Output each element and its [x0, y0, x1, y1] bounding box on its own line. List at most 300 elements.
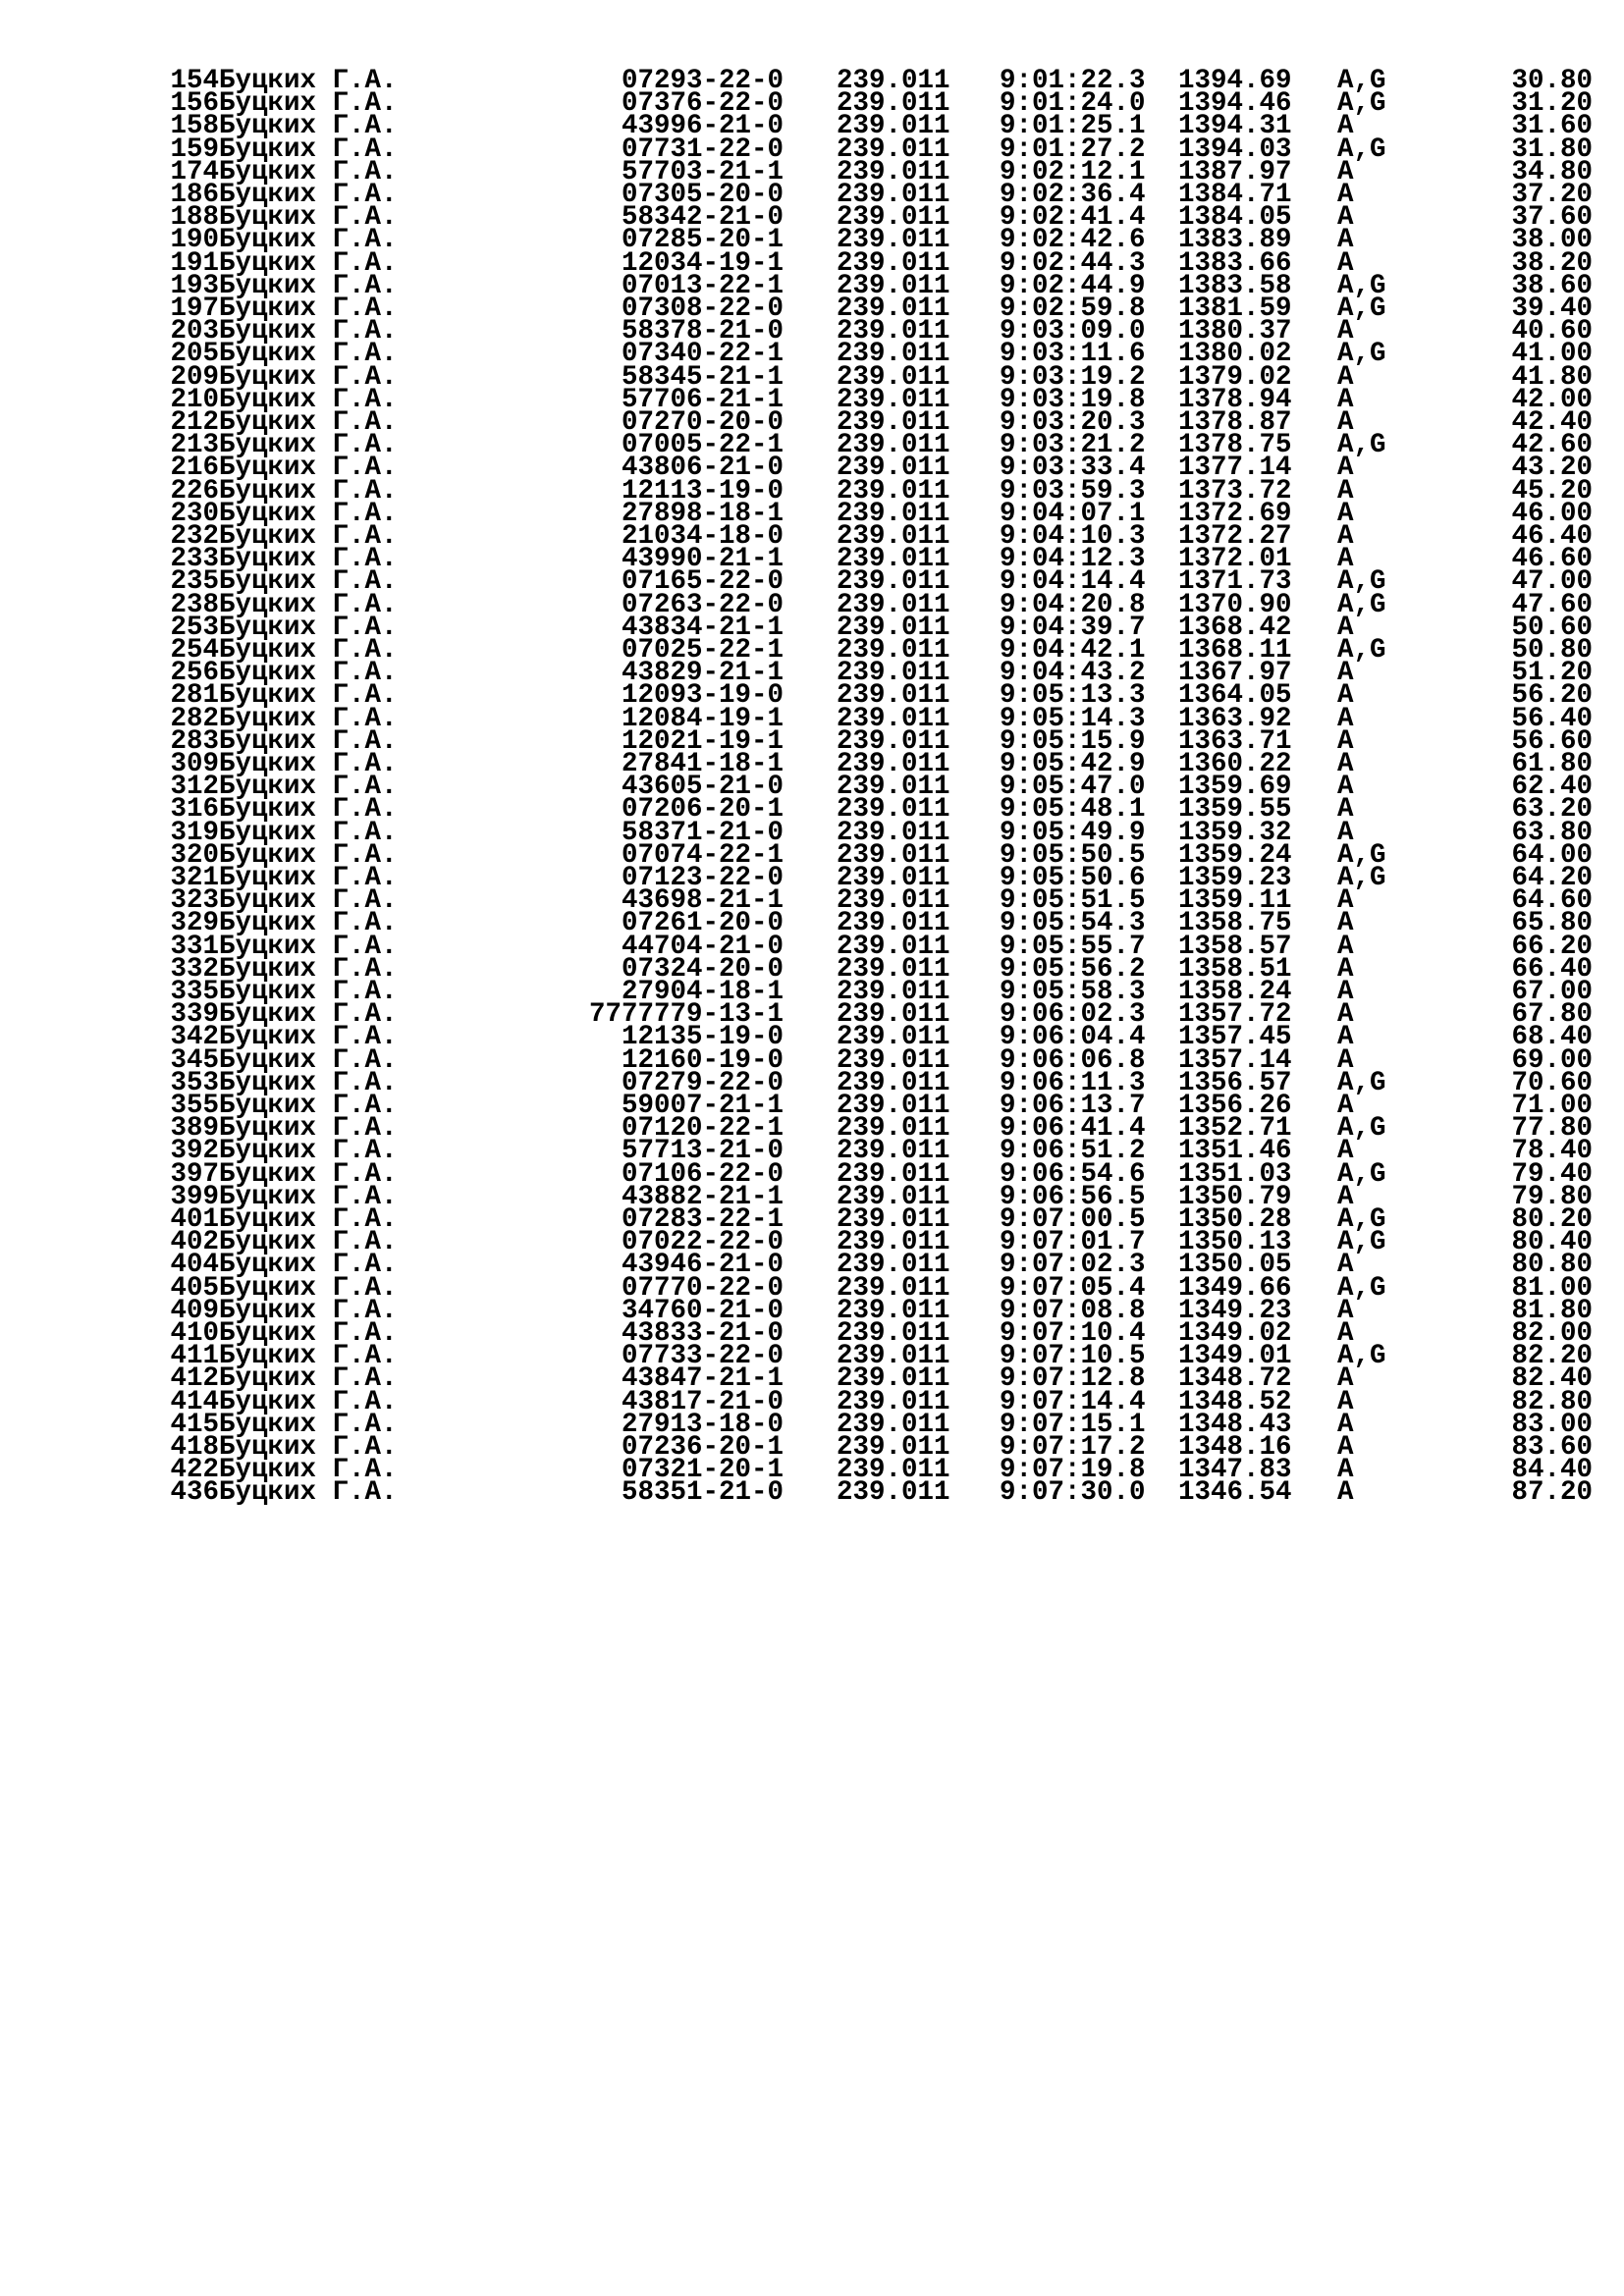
flags-cell: A,G: [1337, 339, 1386, 370]
distance-cell: 239.011: [837, 1318, 950, 1349]
ring-number-cell: 58342-21-0: [621, 202, 784, 234]
distance-cell: 239.011: [837, 1044, 950, 1076]
points-cell: 47.00: [1511, 566, 1593, 598]
place-cell: 320: [170, 839, 219, 871]
flags-cell: A: [1337, 1386, 1354, 1417]
arrival-time-cell: 9:04:42.1: [1000, 635, 1146, 666]
distance-cell: 239.011: [837, 999, 950, 1031]
points-cell: 31.80: [1511, 133, 1593, 165]
place-cell: 213: [170, 430, 219, 461]
distance-cell: 239.011: [837, 885, 950, 917]
points-cell: 41.00: [1511, 339, 1593, 370]
flags-cell: A,G: [1337, 863, 1386, 893]
points-cell: 46.60: [1511, 544, 1593, 575]
ring-number-cell: 07340-22-1: [621, 339, 784, 370]
place-cell: 281: [170, 680, 219, 712]
speed-cell: 1380.02: [1178, 339, 1292, 370]
distance-cell: 239.011: [837, 1250, 950, 1281]
arrival-time-cell: 9:03:59.3: [1000, 475, 1146, 507]
distance-cell: 239.011: [837, 977, 950, 1007]
ring-number-cell: 07025-22-1: [621, 635, 784, 666]
fancier-name-cell: Буцких Г.А.: [219, 817, 398, 848]
ring-number-cell: 07270-20-0: [621, 407, 784, 438]
speed-cell: 1371.73: [1178, 566, 1292, 598]
flags-cell: A: [1337, 794, 1354, 826]
distance-cell: 239.011: [837, 1409, 950, 1440]
distance-cell: 239.011: [837, 635, 950, 666]
points-cell: 80.20: [1511, 1204, 1593, 1235]
flags-cell: A,G: [1337, 839, 1386, 871]
speed-cell: 1363.71: [1178, 725, 1292, 757]
flags-cell: A: [1337, 544, 1354, 575]
fancier-name-cell: Буцких Г.А.: [219, 133, 398, 165]
points-cell: 78.40: [1511, 1136, 1593, 1167]
ring-number-cell: 07283-22-1: [621, 1204, 784, 1235]
ring-number-cell: 58345-21-1: [621, 361, 784, 393]
flags-cell: A,G: [1337, 1067, 1386, 1098]
place-cell: 415: [170, 1409, 219, 1440]
flags-cell: A,G: [1337, 133, 1386, 165]
ring-number-cell: 07308-22-0: [621, 294, 784, 324]
distance-cell: 239.011: [837, 1227, 950, 1258]
ring-number-cell: 07120-22-1: [621, 1113, 784, 1145]
arrival-time-cell: 9:05:48.1: [1000, 794, 1146, 826]
distance-cell: 239.011: [837, 1295, 950, 1326]
place-cell: 316: [170, 794, 219, 826]
distance-cell: 239.011: [837, 839, 950, 871]
speed-cell: 1359.69: [1178, 772, 1292, 803]
flags-cell: A: [1337, 111, 1354, 142]
flags-cell: A: [1337, 407, 1354, 438]
arrival-time-cell: 9:01:27.2: [1000, 133, 1146, 165]
distance-cell: 239.011: [837, 1091, 950, 1121]
arrival-time-cell: 9:01:22.3: [1000, 66, 1146, 96]
distance-cell: 239.011: [837, 430, 950, 461]
speed-cell: 1383.58: [1178, 270, 1292, 301]
distance-cell: 239.011: [837, 908, 950, 939]
arrival-time-cell: 9:06:56.5: [1000, 1181, 1146, 1212]
place-cell: 409: [170, 1295, 219, 1326]
flags-cell: A,G: [1337, 66, 1386, 96]
speed-cell: 1363.92: [1178, 703, 1292, 734]
speed-cell: 1359.11: [1178, 885, 1292, 917]
distance-cell: 239.011: [837, 316, 950, 347]
fancier-name-cell: Буцких Г.А.: [219, 1227, 398, 1258]
place-cell: 203: [170, 316, 219, 347]
fancier-name-cell: Буцких Г.А.: [219, 566, 398, 598]
fancier-name-cell: Буцких Г.А.: [219, 475, 398, 507]
distance-cell: 239.011: [837, 498, 950, 529]
distance-cell: 239.011: [837, 294, 950, 324]
speed-cell: 1356.26: [1178, 1091, 1292, 1121]
place-cell: 158: [170, 111, 219, 142]
points-cell: 65.80: [1511, 908, 1593, 939]
ring-number-cell: 07376-22-0: [621, 88, 784, 120]
place-cell: 235: [170, 566, 219, 598]
distance-cell: 239.011: [837, 749, 950, 779]
arrival-time-cell: 9:02:41.4: [1000, 202, 1146, 234]
arrival-time-cell: 9:04:10.3: [1000, 521, 1146, 552]
place-cell: 411: [170, 1341, 219, 1372]
points-cell: 67.00: [1511, 977, 1593, 1007]
fancier-name-cell: Буцких Г.А.: [219, 1409, 398, 1440]
place-cell: 345: [170, 1044, 219, 1076]
ring-number-cell: 07321-20-1: [621, 1455, 784, 1486]
speed-cell: 1368.42: [1178, 612, 1292, 643]
points-cell: 42.60: [1511, 430, 1593, 461]
fancier-name-cell: Буцких Г.А.: [219, 294, 398, 324]
points-cell: 66.40: [1511, 953, 1593, 985]
arrival-time-cell: 9:05:54.3: [1000, 908, 1146, 939]
points-cell: 63.20: [1511, 794, 1593, 826]
arrival-time-cell: 9:01:24.0: [1000, 88, 1146, 120]
place-cell: 422: [170, 1455, 219, 1486]
points-cell: 43.20: [1511, 453, 1593, 484]
arrival-time-cell: 9:05:55.7: [1000, 931, 1146, 962]
distance-cell: 239.011: [837, 1204, 950, 1235]
points-cell: 51.20: [1511, 658, 1593, 689]
speed-cell: 1357.45: [1178, 1022, 1292, 1053]
arrival-time-cell: 9:05:13.3: [1000, 680, 1146, 712]
points-cell: 63.80: [1511, 817, 1593, 848]
points-cell: 66.20: [1511, 931, 1593, 962]
place-cell: 283: [170, 725, 219, 757]
speed-cell: 1348.16: [1178, 1432, 1292, 1463]
place-cell: 410: [170, 1318, 219, 1349]
flags-cell: A: [1337, 1363, 1354, 1395]
distance-cell: 239.011: [837, 521, 950, 552]
place-cell: 319: [170, 817, 219, 848]
arrival-time-cell: 9:05:49.9: [1000, 817, 1146, 848]
distance-cell: 239.011: [837, 1341, 950, 1372]
ring-number-cell: 07106-22-0: [621, 1158, 784, 1190]
speed-cell: 1372.69: [1178, 498, 1292, 529]
arrival-time-cell: 9:06:02.3: [1000, 999, 1146, 1031]
flags-cell: A,G: [1337, 1341, 1386, 1372]
points-cell: 31.20: [1511, 88, 1593, 120]
arrival-time-cell: 9:05:56.2: [1000, 953, 1146, 985]
arrival-time-cell: 9:03:33.4: [1000, 453, 1146, 484]
fancier-name-cell: Буцких Г.А.: [219, 1181, 398, 1212]
arrival-time-cell: 9:05:14.3: [1000, 703, 1146, 734]
place-cell: 159: [170, 133, 219, 165]
points-cell: 50.60: [1511, 612, 1593, 643]
flags-cell: A: [1337, 658, 1354, 689]
points-cell: 69.00: [1511, 1044, 1593, 1076]
distance-cell: 239.011: [837, 544, 950, 575]
fancier-name-cell: Буцких Г.А.: [219, 977, 398, 1007]
points-cell: 64.00: [1511, 839, 1593, 871]
ring-number-cell: 57713-21-0: [621, 1136, 784, 1167]
arrival-time-cell: 9:03:11.6: [1000, 339, 1146, 370]
ring-number-cell: 43882-21-1: [621, 1181, 784, 1212]
ring-number-cell: 07285-20-1: [621, 225, 784, 256]
speed-cell: 1351.03: [1178, 1158, 1292, 1190]
points-cell: 81.80: [1511, 1295, 1593, 1326]
speed-cell: 1367.97: [1178, 658, 1292, 689]
speed-cell: 1373.72: [1178, 475, 1292, 507]
fancier-name-cell: Буцких Г.А.: [219, 407, 398, 438]
speed-cell: 1394.31: [1178, 111, 1292, 142]
speed-cell: 1378.94: [1178, 384, 1292, 415]
distance-cell: 239.011: [837, 361, 950, 393]
flags-cell: A: [1337, 749, 1354, 779]
distance-cell: 239.011: [837, 1181, 950, 1212]
flags-cell: A: [1337, 612, 1354, 643]
place-cell: 321: [170, 863, 219, 893]
distance-cell: 239.011: [837, 589, 950, 620]
table-row: [0, 1475, 1624, 1510]
ring-number-cell: 43817-21-0: [621, 1386, 784, 1417]
points-cell: 37.60: [1511, 202, 1593, 234]
speed-cell: 1358.75: [1178, 908, 1292, 939]
ring-number-cell: 07279-22-0: [621, 1067, 784, 1098]
arrival-time-cell: 9:02:12.1: [1000, 156, 1146, 187]
points-cell: 67.80: [1511, 999, 1593, 1031]
ring-number-cell: 12093-19-0: [621, 680, 784, 712]
fancier-name-cell: Буцких Г.А.: [219, 1022, 398, 1053]
arrival-time-cell: 9:02:42.6: [1000, 225, 1146, 256]
speed-cell: 1359.32: [1178, 817, 1292, 848]
speed-cell: 1359.23: [1178, 863, 1292, 893]
speed-cell: 1356.57: [1178, 1067, 1292, 1098]
speed-cell: 1357.72: [1178, 999, 1292, 1031]
flags-cell: A,G: [1337, 635, 1386, 666]
fancier-name-cell: Буцких Г.А.: [219, 453, 398, 484]
points-cell: 84.40: [1511, 1455, 1593, 1486]
place-cell: 230: [170, 498, 219, 529]
flags-cell: A: [1337, 361, 1354, 393]
ring-number-cell: 58351-21-0: [621, 1477, 784, 1509]
ring-number-cell: 27904-18-1: [621, 977, 784, 1007]
flags-cell: A: [1337, 1091, 1354, 1121]
arrival-time-cell: 9:05:47.0: [1000, 772, 1146, 803]
fancier-name-cell: Буцких Г.А.: [219, 658, 398, 689]
distance-cell: 239.011: [837, 1113, 950, 1145]
ring-number-cell: 12021-19-1: [621, 725, 784, 757]
arrival-time-cell: 9:01:25.1: [1000, 111, 1146, 142]
flags-cell: A,G: [1337, 430, 1386, 461]
points-cell: 31.60: [1511, 111, 1593, 142]
arrival-time-cell: 9:06:13.7: [1000, 1091, 1146, 1121]
ring-number-cell: 07206-20-1: [621, 794, 784, 826]
arrival-time-cell: 9:02:44.9: [1000, 270, 1146, 301]
arrival-time-cell: 9:04:20.8: [1000, 589, 1146, 620]
points-cell: 70.60: [1511, 1067, 1593, 1098]
arrival-time-cell: 9:05:15.9: [1000, 725, 1146, 757]
distance-cell: 239.011: [837, 680, 950, 712]
flags-cell: A: [1337, 1044, 1354, 1076]
distance-cell: 239.011: [837, 953, 950, 985]
place-cell: 392: [170, 1136, 219, 1167]
ring-number-cell: 07733-22-0: [621, 1341, 784, 1372]
place-cell: 174: [170, 156, 219, 187]
points-cell: 46.00: [1511, 498, 1593, 529]
flags-cell: A: [1337, 1409, 1354, 1440]
fancier-name-cell: Буцких Г.А.: [219, 908, 398, 939]
fancier-name-cell: Буцких Г.А.: [219, 1204, 398, 1235]
points-cell: 68.40: [1511, 1022, 1593, 1053]
fancier-name-cell: Буцких Г.А.: [219, 88, 398, 120]
arrival-time-cell: 9:02:36.4: [1000, 180, 1146, 210]
arrival-time-cell: 9:05:42.9: [1000, 749, 1146, 779]
speed-cell: 1384.71: [1178, 180, 1292, 210]
ring-number-cell: 07293-22-0: [621, 66, 784, 96]
distance-cell: 239.011: [837, 202, 950, 234]
distance-cell: 239.011: [837, 931, 950, 962]
ring-number-cell: 07123-22-0: [621, 863, 784, 893]
flags-cell: A: [1337, 247, 1354, 279]
speed-cell: 1372.01: [1178, 544, 1292, 575]
ring-number-cell: 7777779-13-1: [588, 999, 784, 1031]
flags-cell: A: [1337, 725, 1354, 757]
distance-cell: 239.011: [837, 475, 950, 507]
place-cell: 323: [170, 885, 219, 917]
flags-cell: A: [1337, 1432, 1354, 1463]
fancier-name-cell: Буцких Г.А.: [219, 1295, 398, 1326]
place-cell: 401: [170, 1204, 219, 1235]
ring-number-cell: 34760-21-0: [621, 1295, 784, 1326]
speed-cell: 1372.27: [1178, 521, 1292, 552]
fancier-name-cell: Буцких Г.А.: [219, 931, 398, 962]
ring-number-cell: 43698-21-1: [621, 885, 784, 917]
place-cell: 399: [170, 1181, 219, 1212]
distance-cell: 239.011: [837, 66, 950, 96]
flags-cell: A: [1337, 384, 1354, 415]
distance-cell: 239.011: [837, 88, 950, 120]
fancier-name-cell: Буцких Г.А.: [219, 635, 398, 666]
distance-cell: 239.011: [837, 180, 950, 210]
ring-number-cell: 07770-22-0: [621, 1272, 784, 1304]
place-cell: 205: [170, 339, 219, 370]
flags-cell: A: [1337, 931, 1354, 962]
place-cell: 389: [170, 1113, 219, 1145]
flags-cell: A: [1337, 908, 1354, 939]
flags-cell: A: [1337, 977, 1354, 1007]
points-cell: 82.80: [1511, 1386, 1593, 1417]
distance-cell: 239.011: [837, 612, 950, 643]
ring-number-cell: 58378-21-0: [621, 316, 784, 347]
speed-cell: 1364.05: [1178, 680, 1292, 712]
place-cell: 209: [170, 361, 219, 393]
arrival-time-cell: 9:05:50.6: [1000, 863, 1146, 893]
ring-number-cell: 27841-18-1: [621, 749, 784, 779]
place-cell: 282: [170, 703, 219, 734]
speed-cell: 1394.46: [1178, 88, 1292, 120]
speed-cell: 1357.14: [1178, 1044, 1292, 1076]
distance-cell: 239.011: [837, 817, 950, 848]
points-cell: 64.60: [1511, 885, 1593, 917]
place-cell: 216: [170, 453, 219, 484]
points-cell: 46.40: [1511, 521, 1593, 552]
flags-cell: A,G: [1337, 88, 1386, 120]
place-cell: 329: [170, 908, 219, 939]
distance-cell: 239.011: [837, 247, 950, 279]
flags-cell: A,G: [1337, 1204, 1386, 1235]
fancier-name-cell: Буцких Г.А.: [219, 589, 398, 620]
fancier-name-cell: Буцких Г.А.: [219, 180, 398, 210]
ring-number-cell: 07074-22-1: [621, 839, 784, 871]
ring-number-cell: 12034-19-1: [621, 247, 784, 279]
fancier-name-cell: Буцких Г.А.: [219, 1067, 398, 1098]
fancier-name-cell: Буцких Г.А.: [219, 1091, 398, 1121]
speed-cell: 1359.55: [1178, 794, 1292, 826]
speed-cell: 1360.22: [1178, 749, 1292, 779]
arrival-time-cell: 9:06:06.8: [1000, 1044, 1146, 1076]
flags-cell: A,G: [1337, 566, 1386, 598]
points-cell: 56.20: [1511, 680, 1593, 712]
fancier-name-cell: Буцких Г.А.: [219, 544, 398, 575]
flags-cell: A: [1337, 817, 1354, 848]
flags-cell: A: [1337, 521, 1354, 552]
place-cell: 256: [170, 658, 219, 689]
distance-cell: 239.011: [837, 772, 950, 803]
points-cell: 30.80: [1511, 66, 1593, 96]
speed-cell: 1380.37: [1178, 316, 1292, 347]
points-cell: 62.40: [1511, 772, 1593, 803]
speed-cell: 1350.28: [1178, 1204, 1292, 1235]
place-cell: 335: [170, 977, 219, 1007]
fancier-name-cell: Буцких Г.А.: [219, 430, 398, 461]
points-cell: 38.00: [1511, 225, 1593, 256]
place-cell: 253: [170, 612, 219, 643]
speed-cell: 1350.05: [1178, 1250, 1292, 1281]
place-cell: 436: [170, 1477, 219, 1509]
points-cell: 38.20: [1511, 247, 1593, 279]
flags-cell: A: [1337, 703, 1354, 734]
speed-cell: 1368.11: [1178, 635, 1292, 666]
fancier-name-cell: Буцких Г.А.: [219, 953, 398, 985]
ring-number-cell: 12160-19-0: [621, 1044, 784, 1076]
arrival-time-cell: 9:07:08.8: [1000, 1295, 1146, 1326]
arrival-time-cell: 9:07:01.7: [1000, 1227, 1146, 1258]
distance-cell: 239.011: [837, 156, 950, 187]
points-cell: 82.40: [1511, 1363, 1593, 1395]
flags-cell: A: [1337, 1250, 1354, 1281]
arrival-time-cell: 9:03:19.8: [1000, 384, 1146, 415]
place-cell: 226: [170, 475, 219, 507]
speed-cell: 1349.01: [1178, 1341, 1292, 1372]
speed-cell: 1377.14: [1178, 453, 1292, 484]
place-cell: 210: [170, 384, 219, 415]
ring-number-cell: 43847-21-1: [621, 1363, 784, 1395]
arrival-time-cell: 9:03:09.0: [1000, 316, 1146, 347]
fancier-name-cell: Буцких Г.А.: [219, 839, 398, 871]
flags-cell: A,G: [1337, 1227, 1386, 1258]
arrival-time-cell: 9:05:50.5: [1000, 839, 1146, 871]
points-cell: 40.60: [1511, 316, 1593, 347]
arrival-time-cell: 9:02:44.3: [1000, 247, 1146, 279]
flags-cell: A: [1337, 953, 1354, 985]
distance-cell: 239.011: [837, 225, 950, 256]
arrival-time-cell: 9:07:17.2: [1000, 1432, 1146, 1463]
fancier-name-cell: Буцких Г.А.: [219, 1455, 398, 1486]
fancier-name-cell: Буцких Г.А.: [219, 1432, 398, 1463]
ring-number-cell: 07305-20-0: [621, 180, 784, 210]
place-cell: 312: [170, 772, 219, 803]
points-cell: 56.40: [1511, 703, 1593, 734]
place-cell: 402: [170, 1227, 219, 1258]
ring-number-cell: 07005-22-1: [621, 430, 784, 461]
arrival-time-cell: 9:03:20.3: [1000, 407, 1146, 438]
distance-cell: 239.011: [837, 725, 950, 757]
fancier-name-cell: Буцких Г.А.: [219, 885, 398, 917]
flags-cell: A: [1337, 225, 1354, 256]
points-cell: 82.20: [1511, 1341, 1593, 1372]
place-cell: 186: [170, 180, 219, 210]
fancier-name-cell: Буцких Г.А.: [219, 247, 398, 279]
fancier-name-cell: Буцких Г.А.: [219, 384, 398, 415]
